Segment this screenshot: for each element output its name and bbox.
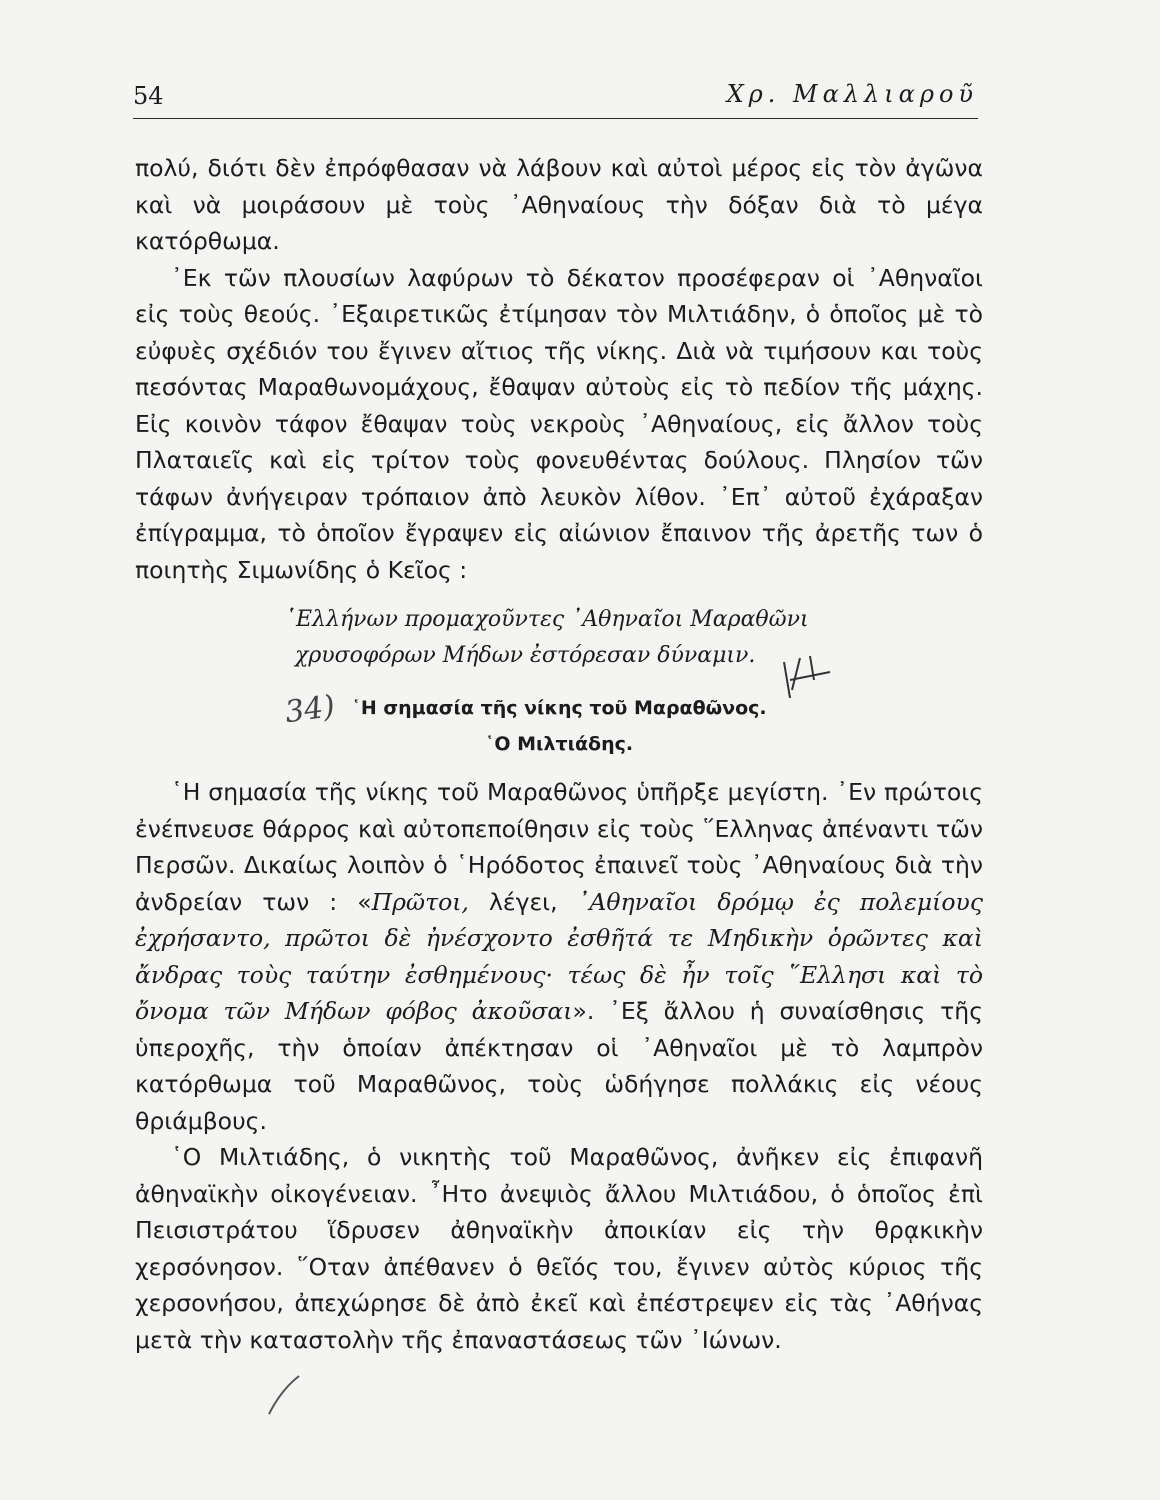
running-head: Χρ. Μαλλιαροῦ bbox=[726, 80, 978, 108]
pen-stroke-icon bbox=[255, 1370, 315, 1420]
paragraph-1: πολύ, διότι δὲν ἐπρόφθασαν νὰ λάβουν καὶ αὐτοὶ μέρος εἰς τὸν ἀγῶνα καὶ νὰ μοιράσουν μὲ τοὺς ᾿Αθηναίους τὴν δόξαν διὰ τὸ μέγα κατόρθωμα. bbox=[135, 154, 983, 255]
herodotus-quote-b: ᾿Αθηναῖοι δρόμῳ ἐς πολεμίους ἐχρήσαντο, πρῶτοι δὲ ἠνέσχοντο ἐσθῆτά τε Μηδικὴν ὁρῶντες καὶ ἄνδρας τοὺς ταύτην ἐσθημένους· τέως δὲ ἦν τοῖς ῞Ελλησι καὶ τὸ ὄνομα τῶν Μήδων φόβος ἀκοῦσαι bbox=[135, 887, 983, 1025]
section-subheading: ῾Ο Μιλτιάδης. bbox=[484, 733, 634, 755]
herodotus-quote-a: Πρῶτοι, bbox=[371, 887, 469, 916]
paragraph-3-text-c: ». ᾿Εξ ἄλλου ἡ συναίσθησις τῆς ὑπεροχῆς, τὴν ὁποίαν ἀπέκτησαν οἱ ᾿Αθηναῖοι μὲ τὸ λαμπρὸν κατόρθωμα τοῦ Μαραθῶνος, τοὺς ὡδήγησε πολλάκις εἰς νέους θριάμβους. bbox=[135, 997, 983, 1135]
epigram-line-2: χρυσοφόρων Μήδων ἐστόρεσαν δύναμιν. bbox=[295, 643, 756, 668]
handwritten-margin-note: 34) bbox=[282, 688, 338, 731]
paragraph-3-text-b: λέγει, bbox=[468, 887, 578, 916]
page-number: 54 bbox=[133, 82, 164, 110]
page-header bbox=[133, 72, 978, 119]
epigram bbox=[285, 602, 983, 674]
paragraph-3-text-a: ῾Η σημασία τῆς νίκης τοῦ Μαραθῶνος ὑπῆρξε μεγίστη. ᾿Εν πρώτοις ἐνέπνευσε θάρρος καὶ αὐτοπεποίθησιν εἰς τοὺς ῞Ελληνας ἀπέναντι τῶν Περσῶν. Δικαίως λοιπὸν ὁ ῾Ηρόδοτος ἐπαινεῖ τοὺς ᾿Αθηναίους διὰ τὴν ἀνδρείαν των : « bbox=[135, 778, 983, 916]
paragraph-2: ᾿Εκ τῶν πλουσίων λαφύρων τὸ δέκατον προσέφεραν οἱ ᾿Αθηναῖοι εἰς τοὺς θεούς. ᾿Εξαιρετικῶς ἐτίμησαν τὸν Μιλτιάδην, ὁ ὁποῖος μὲ τὸ εὐφυὲς σχέδιόν του ἔγινεν αἴτιος τῆς νίκης. Διὰ νὰ τιμήσουν και τοὺς πεσόντας Μαραθωνομάχους, ἔθαψαν αὐτοὺς εἰς τὸ πεδίον τῆς μάχης. Εἰς κοινὸν τάφον ἔθαψαν τοὺς νεκροὺς ᾿Αθηναίους, εἰς ἄλλον τοὺς Πλαταιεῖς καὶ εἰς τρίτον τοὺς φονευθέντας δούλους. Πλησίον τῶν τάφων ἀνήγειραν τρόπαιον ἀπὸ λευκὸν λίθον. ᾿Επ᾿ αὐτοῦ ἐχάραξαν ἐπίγραμμα, τὸ ὁποῖον ἔγραψεν εἰς αἰώνιον ἔπαινον τῆς ἀρετῆς των ὁ ποιητὴς Σιμωνίδης ὁ Κεῖος : bbox=[135, 263, 983, 584]
pen-checkmark-icon bbox=[770, 650, 840, 710]
section-heading: ῾Η σημασία τῆς νίκης τοῦ Μαραθῶνος. bbox=[351, 697, 767, 719]
paragraph-3 bbox=[135, 774, 983, 1139]
body-text bbox=[135, 150, 983, 1358]
epigram-line-1: ῾Ελλήνων προμαχοῦντες ᾿Αθηναῖοι Μαραθῶνι bbox=[285, 607, 809, 632]
paragraph-4: ῾Ο Μιλτιάδης, ὁ νικητὴς τοῦ Μαραθῶνος, ἀνῆκεν εἰς ἐπιφανῆ ἀθηναϊκὴν οἰκογένειαν. ῏Ητο ἀνεψιὸς ἄλλου Μιλτιάδου, ὁ ὁποῖος ἐπὶ Πεισιστράτου ἵδρυσεν ἀθηναϊκὴν ἀποικίαν εἰς τὴν θρᾳκικὴν χερσόνησον. ῞Οταν ἀπέθανεν ὁ θεῖός του, ἔγινεν αὐτὸς κύριος τῆς χερσονήσου, ἀπεχώρησε δὲ ἀπὸ ἐκεῖ καὶ ἐπέστρεψεν εἰς τὰς ᾿Αθήνας μετὰ τὴν καταστολὴν τῆς ἐπαναστάσεως τῶν ᾿Ιώνων. bbox=[135, 1143, 983, 1354]
